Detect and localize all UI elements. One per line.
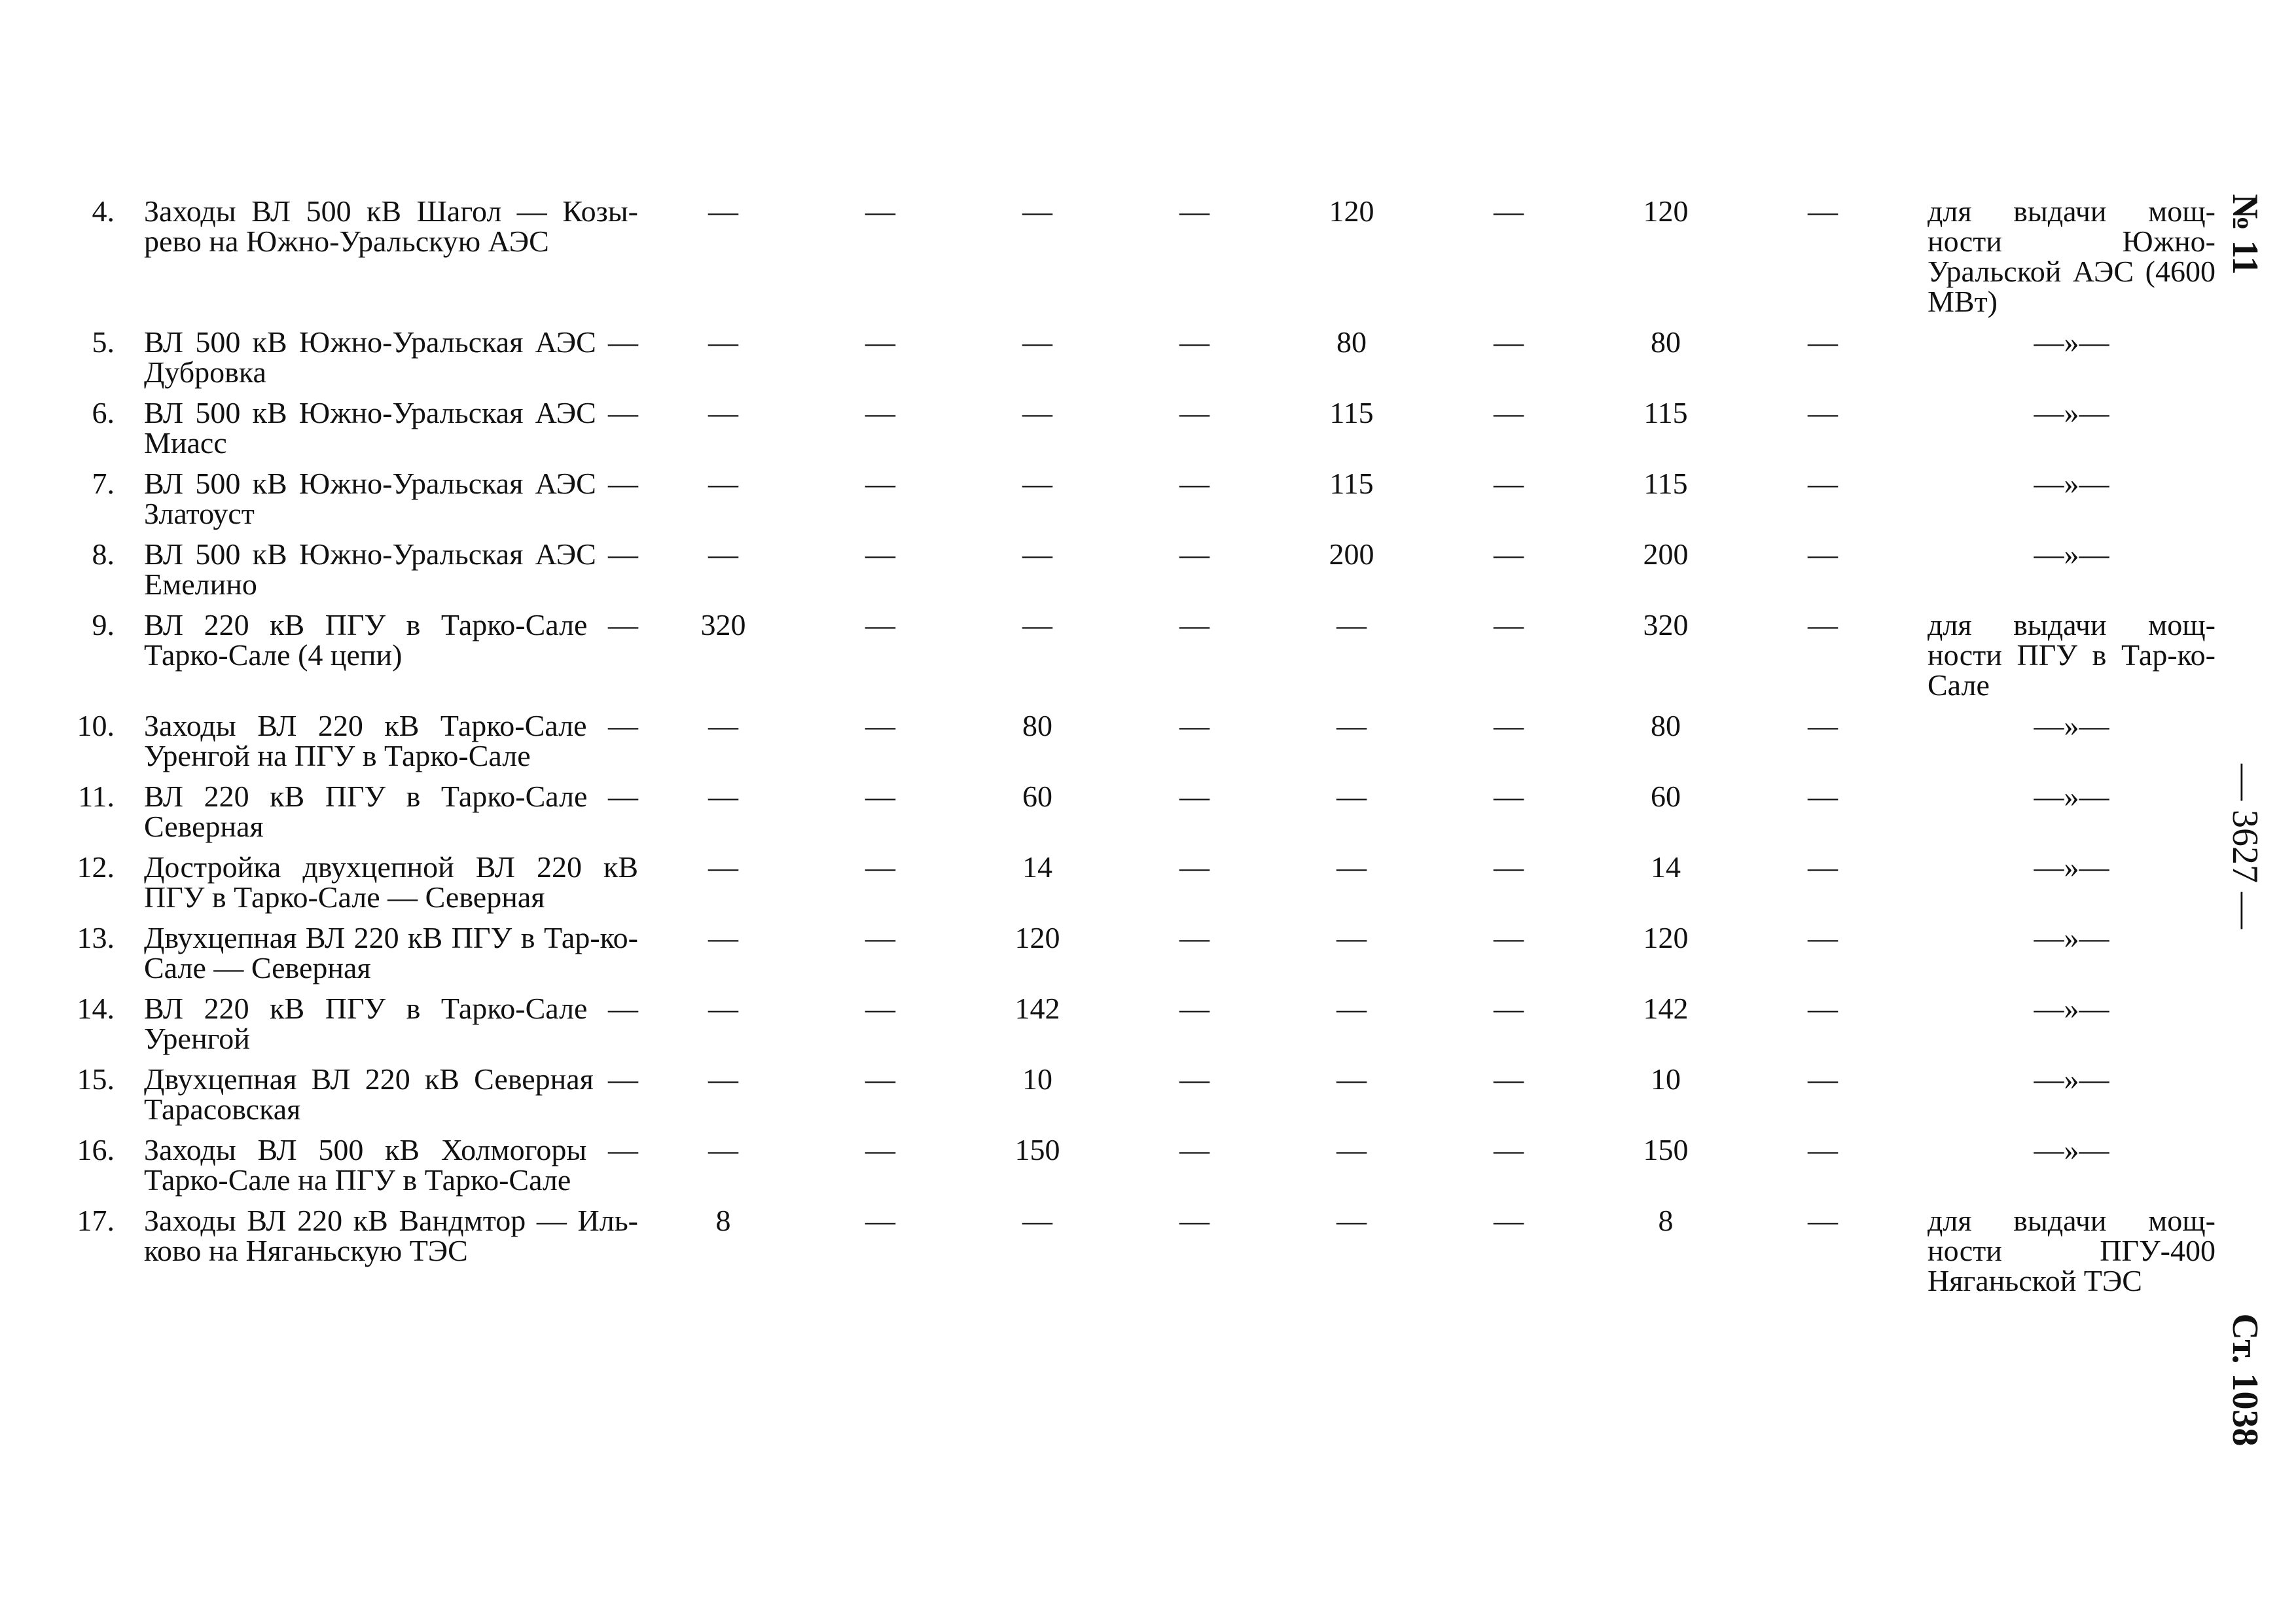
purpose-note: для выдачи мощ-ности ПГУ-400 Няганьской ТЭС: [1928, 1204, 2215, 1297]
value-cell: 120: [1643, 194, 1689, 228]
value-cell: —: [1494, 1062, 1524, 1096]
value-cell: 115: [1643, 467, 1688, 500]
row-number: 13.: [77, 921, 115, 954]
value-cell: —: [1494, 467, 1524, 500]
value-cell: 14: [1022, 850, 1052, 884]
table-row: [59, 610, 2229, 711]
value-cell: —: [1808, 850, 1838, 884]
value-cell: —: [1179, 1062, 1210, 1096]
purpose-note: —»—: [2034, 537, 2109, 571]
purpose-note: для выдачи мощ-ности ПГУ в Тар-ко-Сале: [1928, 608, 2215, 702]
value-cell: 120: [1014, 921, 1060, 954]
table-row: [59, 1206, 2229, 1307]
line-name: Двухцепная ВЛ 220 кВ ПГУ в Тар-ко-Сале — Северная: [144, 921, 638, 984]
value-cell: —: [865, 850, 895, 884]
row-number: 15.: [77, 1062, 115, 1096]
value-cell: —: [1808, 992, 1838, 1025]
value-cell: —: [1494, 1204, 1524, 1237]
table-row: [59, 469, 2229, 539]
line-name: ВЛ 220 кВ ПГУ в Тарко-Сале — Тарко-Сале (4 цепи): [144, 608, 638, 672]
value-cell: —: [1022, 1204, 1052, 1237]
line-name: Достройка двухцепной ВЛ 220 кВ ПГУ в Тарко-Сале — Северная: [144, 850, 638, 914]
value-cell: —: [1494, 921, 1524, 954]
value-cell: 115: [1329, 396, 1374, 429]
value-cell: —: [865, 608, 895, 641]
line-name: Заходы ВЛ 220 кВ Вандмтор — Иль-ково на Няганьскую ТЭС: [144, 1204, 638, 1267]
value-cell: —: [1494, 850, 1524, 884]
value-cell: —: [865, 194, 895, 228]
value-cell: —: [1179, 325, 1210, 359]
value-cell: —: [1494, 194, 1524, 228]
table-row: [59, 852, 2229, 923]
value-cell: 80: [1022, 709, 1052, 742]
value-cell: —: [708, 537, 738, 571]
value-cell: —: [1808, 1204, 1838, 1237]
value-cell: —: [708, 396, 738, 429]
value-cell: 10: [1651, 1062, 1681, 1096]
value-cell: —: [1179, 608, 1210, 641]
value-cell: —: [1494, 608, 1524, 641]
value-cell: 150: [1014, 1133, 1060, 1166]
value-cell: —: [1494, 396, 1524, 429]
purpose-note: —»—: [2034, 1133, 2109, 1166]
purpose-note: —»—: [2034, 709, 2109, 742]
value-cell: 14: [1651, 850, 1681, 884]
value-cell: —: [1336, 1062, 1367, 1096]
row-number: 10.: [77, 709, 115, 742]
row-number: 11.: [78, 780, 115, 813]
value-cell: —: [1022, 608, 1052, 641]
purpose-note: —»—: [2034, 992, 2109, 1025]
value-cell: —: [1808, 467, 1838, 500]
value-cell: —: [865, 1062, 895, 1096]
purpose-note: —»—: [2034, 780, 2109, 813]
value-cell: —: [1808, 709, 1838, 742]
value-cell: —: [1336, 608, 1367, 641]
value-cell: —: [1179, 194, 1210, 228]
purpose-note: —»—: [2034, 467, 2109, 500]
value-cell: —: [865, 709, 895, 742]
row-number: 4.: [92, 194, 115, 228]
row-number: 12.: [77, 850, 115, 884]
value-cell: —: [1022, 325, 1052, 359]
value-cell: 320: [700, 608, 746, 641]
value-cell: —: [1808, 1133, 1838, 1166]
line-name: Двухцепная ВЛ 220 кВ Северная — Тарасовская: [144, 1062, 638, 1126]
value-cell: —: [1808, 608, 1838, 641]
line-name: ВЛ 500 кВ Южно-Уральская АЭС — Емелино: [144, 537, 638, 601]
value-cell: —: [865, 921, 895, 954]
line-name: ВЛ 500 кВ Южно-Уральская АЭС — Златоуст: [144, 467, 638, 530]
table-row: [59, 539, 2229, 610]
value-cell: 10: [1022, 1062, 1052, 1096]
value-cell: —: [1179, 992, 1210, 1025]
value-cell: —: [1808, 921, 1838, 954]
value-cell: —: [708, 992, 738, 1025]
table-row: [59, 327, 2229, 398]
line-name: ВЛ 500 кВ Южно-Уральская АЭС — Миасс: [144, 396, 638, 460]
value-cell: 60: [1651, 780, 1681, 813]
value-cell: —: [1808, 1062, 1838, 1096]
value-cell: —: [1808, 780, 1838, 813]
value-cell: —: [1336, 1133, 1367, 1166]
value-cell: —: [1179, 1133, 1210, 1166]
table-row: [59, 923, 2229, 994]
value-cell: —: [1022, 194, 1052, 228]
value-cell: —: [1022, 396, 1052, 429]
value-cell: —: [1022, 467, 1052, 500]
value-cell: —: [708, 921, 738, 954]
purpose-note: —»—: [2034, 1062, 2109, 1096]
purpose-note: —»—: [2034, 325, 2109, 359]
row-number: 16.: [77, 1133, 115, 1166]
value-cell: —: [708, 194, 738, 228]
line-name: Заходы ВЛ 500 кВ Шагол — Козы-рево на Южно-Уральскую АЭС: [144, 194, 638, 258]
table-row: [59, 782, 2229, 852]
value-cell: 200: [1329, 537, 1374, 571]
line-name: ВЛ 220 кВ ПГУ в Тарко-Сале — Северная: [144, 780, 638, 843]
value-cell: 8: [1658, 1204, 1674, 1237]
value-cell: 80: [1651, 709, 1681, 742]
value-cell: —: [1808, 325, 1838, 359]
value-cell: —: [708, 467, 738, 500]
table-row: [59, 1135, 2229, 1206]
value-cell: —: [1336, 921, 1367, 954]
value-cell: —: [1494, 1133, 1524, 1166]
value-cell: —: [1494, 709, 1524, 742]
value-cell: —: [1179, 467, 1210, 500]
table-row: [59, 994, 2229, 1064]
value-cell: —: [865, 537, 895, 571]
value-cell: —: [1808, 396, 1838, 429]
value-cell: —: [1022, 537, 1052, 571]
line-name: ВЛ 500 кВ Южно-Уральская АЭС — Дубровка: [144, 325, 638, 389]
table-row: [59, 711, 2229, 782]
value-cell: —: [1494, 325, 1524, 359]
row-number: 7.: [92, 467, 115, 500]
table-row: [59, 196, 2229, 327]
value-cell: —: [1179, 396, 1210, 429]
value-cell: —: [708, 850, 738, 884]
value-cell: —: [865, 467, 895, 500]
power-lines-table: [59, 196, 2229, 1307]
row-number: 17.: [77, 1204, 115, 1237]
line-name: ВЛ 220 кВ ПГУ в Тарко-Сале — Уренгой: [144, 992, 638, 1055]
value-cell: —: [1336, 709, 1367, 742]
value-cell: 60: [1022, 780, 1052, 813]
value-cell: —: [708, 1062, 738, 1096]
value-cell: 142: [1643, 992, 1689, 1025]
value-cell: 120: [1329, 194, 1374, 228]
purpose-note: для выдачи мощ-ности Южно-Уральской АЭС (4600 МВт): [1928, 194, 2215, 318]
value-cell: —: [1179, 921, 1210, 954]
value-cell: —: [1494, 537, 1524, 571]
purpose-note: —»—: [2034, 921, 2109, 954]
value-cell: —: [1494, 992, 1524, 1025]
value-cell: —: [865, 396, 895, 429]
value-cell: 80: [1336, 325, 1367, 359]
value-cell: —: [1179, 1204, 1210, 1237]
row-number: 9.: [92, 608, 115, 641]
value-cell: 142: [1014, 992, 1060, 1025]
value-cell: 115: [1329, 467, 1374, 500]
value-cell: —: [1179, 850, 1210, 884]
value-cell: 80: [1651, 325, 1681, 359]
value-cell: —: [865, 325, 895, 359]
value-cell: —: [1336, 850, 1367, 884]
article-number-label: Ст. 1038: [2225, 1313, 2265, 1447]
value-cell: —: [865, 992, 895, 1025]
purpose-note: —»—: [2034, 396, 2109, 429]
issue-number-label: № 11: [2225, 194, 2265, 275]
row-number: 5.: [92, 325, 115, 359]
value-cell: —: [708, 325, 738, 359]
line-name: Заходы ВЛ 220 кВ Тарко-Сале — Уренгой на ПГУ в Тарко-Сале: [144, 709, 638, 772]
row-number: 14.: [77, 992, 115, 1025]
value-cell: 115: [1643, 396, 1688, 429]
row-number: 8.: [92, 537, 115, 571]
value-cell: —: [708, 709, 738, 742]
row-number: 6.: [92, 396, 115, 429]
value-cell: —: [1179, 709, 1210, 742]
value-cell: —: [708, 1133, 738, 1166]
value-cell: 200: [1643, 537, 1689, 571]
value-cell: —: [1179, 537, 1210, 571]
value-cell: 150: [1643, 1133, 1689, 1166]
page-number-label: — 3627 —: [2225, 764, 2265, 929]
value-cell: 8: [715, 1204, 731, 1237]
table-row: [59, 398, 2229, 469]
value-cell: —: [1808, 537, 1838, 571]
purpose-note: —»—: [2034, 850, 2109, 884]
line-name: Заходы ВЛ 500 кВ Холмогоры — Тарко-Сале на ПГУ в Тарко-Сале: [144, 1133, 638, 1197]
value-cell: 320: [1643, 608, 1689, 641]
value-cell: —: [708, 780, 738, 813]
value-cell: —: [865, 780, 895, 813]
value-cell: 120: [1643, 921, 1689, 954]
value-cell: —: [1494, 780, 1524, 813]
value-cell: —: [1179, 780, 1210, 813]
value-cell: —: [1336, 1204, 1367, 1237]
value-cell: —: [865, 1204, 895, 1237]
value-cell: —: [1808, 194, 1838, 228]
table-body: [59, 196, 2229, 1307]
value-cell: —: [865, 1133, 895, 1166]
table-row: [59, 1064, 2229, 1135]
value-cell: —: [1336, 992, 1367, 1025]
value-cell: —: [1336, 780, 1367, 813]
